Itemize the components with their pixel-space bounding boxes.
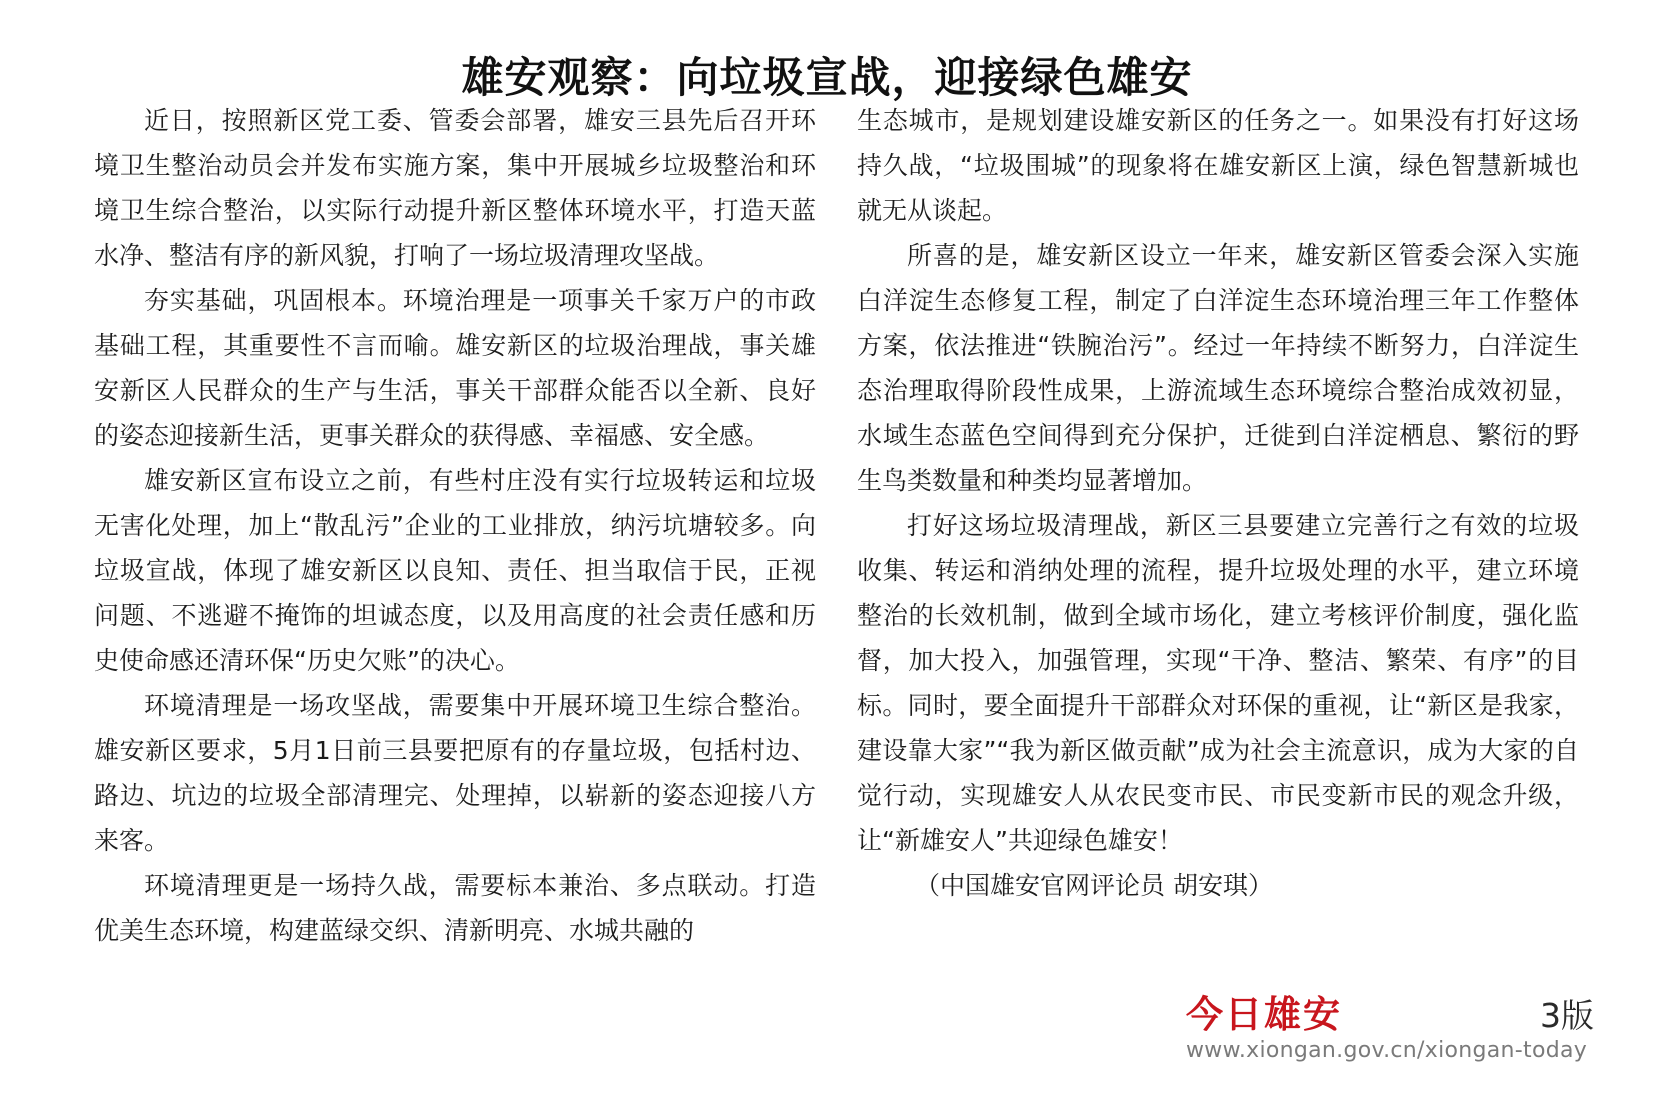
page-title: 雄安观察：向垃圾宣战，迎接绿色雄安	[461, 53, 1193, 103]
paragraph-1: 近日，按照新区党工委、管委会部署，雄安三县先后召开环境卫生整治动员会并发布实施方案，集中开展城乡垃圾整治和环境卫生综合整治，以实际行动提升新区整体环境水平，打造天蓝水净、整洁有序的新风貌，打响了一场垃圾清理攻坚战。	[94, 106, 816, 270]
source-url: www.xiongan.gov.cn/xiongan-today	[1186, 1038, 1588, 1063]
author-byline: （中国雄安官网评论员 胡安琪）	[915, 871, 1273, 900]
paragraph-5: 环境清理更是一场持久战，需要标本兼治、多点联动。打造优美生态环境，构建蓝绿交织、清新明亮、水城共融的	[94, 871, 816, 945]
paragraph-3: 雄安新区宣布设立之前，有些村庄没有实行垃圾转运和垃圾无害化处理，加上“散乱污”企业的工业排放，纳污坑塘较多。向垃圾宣战，体现了雄安新区以良知、责任、担当取信于民，正视问题、不逃避不掩饰的坦诚态度，以及用高度的社会责任感和历史使命感还清环保“历史欠账”的决心。	[94, 466, 816, 675]
paragraph-6: 所喜的是，雄安新区设立一年来，雄安新区管委会深入实施白洋淀生态修复工程，制定了白洋淀生态环境治理三年工作整体方案，依法推进“铁腕治污”。经过一年持续不断努力，白洋淀生态治理取得阶段性成果，上游流域生态环境综合整治成效初显，水域生态蓝色空间得到充分保护，迁徙到白洋淀栖息、繁衍的野生鸟类数量和种类均显著增加。	[857, 241, 1579, 495]
brand-logo: 今日雄安	[1186, 992, 1342, 1036]
article-left-column	[94, 98, 816, 953]
paragraph-7: 打好这场垃圾清理战，新区三县要建立完善行之有效的垃圾收集、转运和消纳处理的流程，提升垃圾处理的水平，建立环境整治的长效机制，做到全域市场化，建立考核评价制度，强化监督，加大投入，加强管理，实现“干净、整洁、繁荣、有序”的目标。同时，要全面提升干部群众对环保的重视，让“新区是我家，建设靠大家”“我为新区做贡献”成为社会主流意识，成为大家的自觉行动，实现雄安人从农民变市民、市民变新市民的观念升级，让“新雄安人”共迎绿色雄安！	[857, 511, 1579, 855]
article-right-column	[857, 98, 1579, 908]
paragraph-2: 夯实基础，巩固根本。环境治理是一项事关千家万户的市政基础工程，其重要性不言而喻。雄安新区的垃圾治理战，事关雄安新区人民群众的生产与生活，事关干部群众能否以全新、良好的姿态迎接新生活，更事关群众的获得感、幸福感、安全感。	[94, 286, 816, 450]
paragraph-5-continuation: 生态城市，是规划建设雄安新区的任务之一。如果没有打好这场持久战，“垃圾围城”的现象将在雄安新区上演，绿色智慧新城也就无从谈起。	[857, 106, 1579, 225]
edition-number: 3版	[1540, 996, 1594, 1035]
paragraph-4: 环境清理是一场攻坚战，需要集中开展环境卫生综合整治。雄安新区要求，5月1日前三县要把原有的存量垃圾，包括村边、路边、坑边的垃圾全部清理完、处理掉，以崭新的姿态迎接八方来客。	[94, 691, 816, 855]
